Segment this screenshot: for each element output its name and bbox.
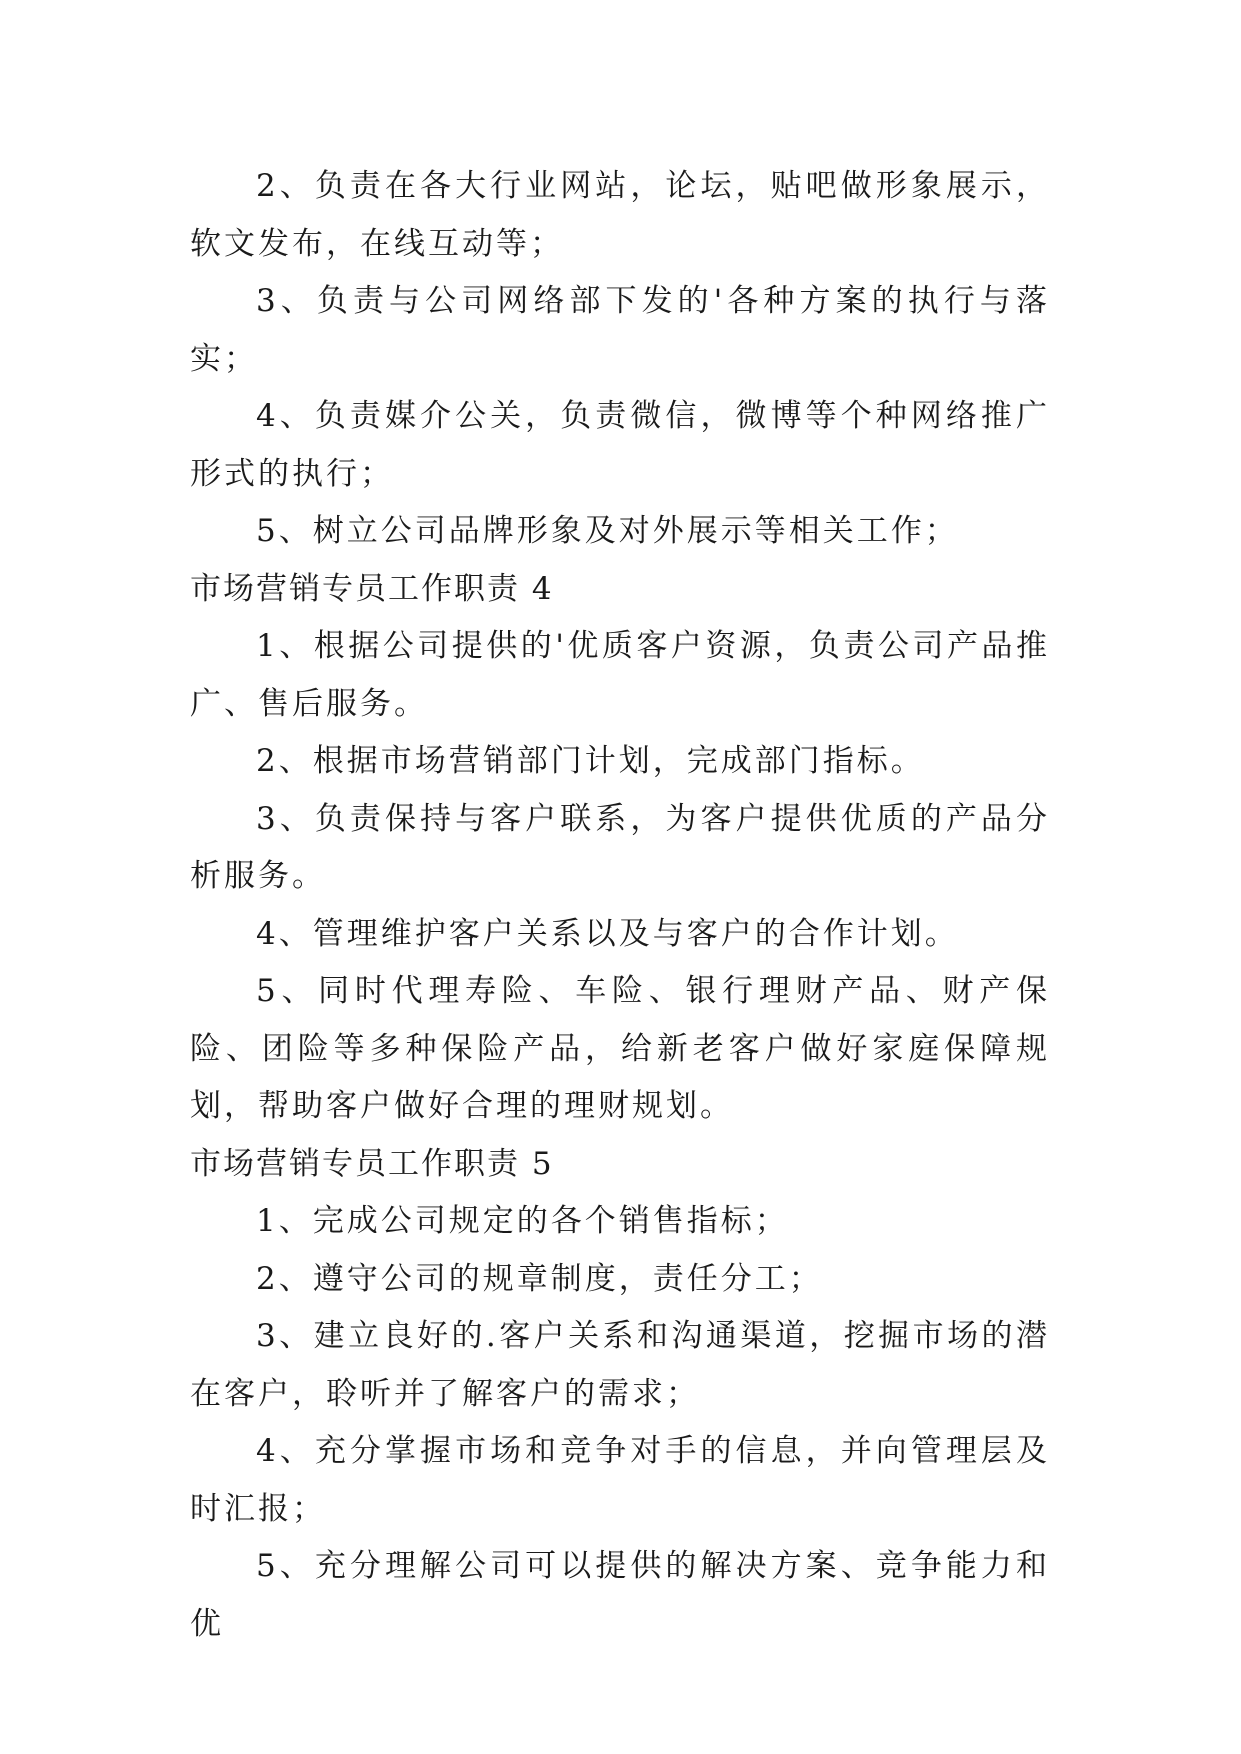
- list-item: 4、充分掌握市场和竞争对手的信息，并向管理层及时汇报；: [190, 1433, 1050, 1527]
- document-body: [190, 158, 1050, 1653]
- list-item: 2、遵守公司的规章制度，责任分工；: [256, 1260, 823, 1297]
- section-heading: 市场营销专员工作职责 4: [190, 570, 554, 607]
- list-item: 4、管理维护客户关系以及与客户的合作计划。: [256, 915, 959, 952]
- list-item: 3、负责保持与客户联系，为客户提供优质的产品分析服务。: [190, 800, 1050, 894]
- list-item: 1、完成公司规定的各个销售指标；: [256, 1203, 789, 1239]
- list-item: 3、负责与公司网络部下发的'各种方案的执行与落实；: [190, 283, 1050, 377]
- list-item: 2、负责在各大行业网站，论坛，贴吧做形象展示，软文发布，在线互动等；: [190, 168, 1050, 262]
- list-item: 3、建立良好的.客户关系和沟通渠道，挖掘市场的潜在客户，聆听并了解客户的需求；: [190, 1318, 1050, 1412]
- list-item: 5、树立公司品牌形象及对外展示等相关工作；: [256, 513, 959, 549]
- list-item: 5、同时代理寿险、车险、银行理财产品、财产保险、团险等多种保险产品，给新老客户做好家庭保障规划，帮助客户做好合理的理财规划。: [190, 973, 1050, 1124]
- list-item: 2、根据市场营销部门计划，完成部门指标。: [256, 743, 925, 779]
- list-item: 4、负责媒介公关，负责微信，微博等个种网络推广形式的执行；: [190, 398, 1050, 492]
- list-item: 1、根据公司提供的'优质客户资源，负责公司产品推广、售后服务。: [190, 628, 1050, 722]
- list-item: 5、充分理解公司可以提供的解决方案、竞争能力和优: [190, 1548, 1050, 1642]
- section-heading: 市场营销专员工作职责 5: [190, 1145, 554, 1182]
